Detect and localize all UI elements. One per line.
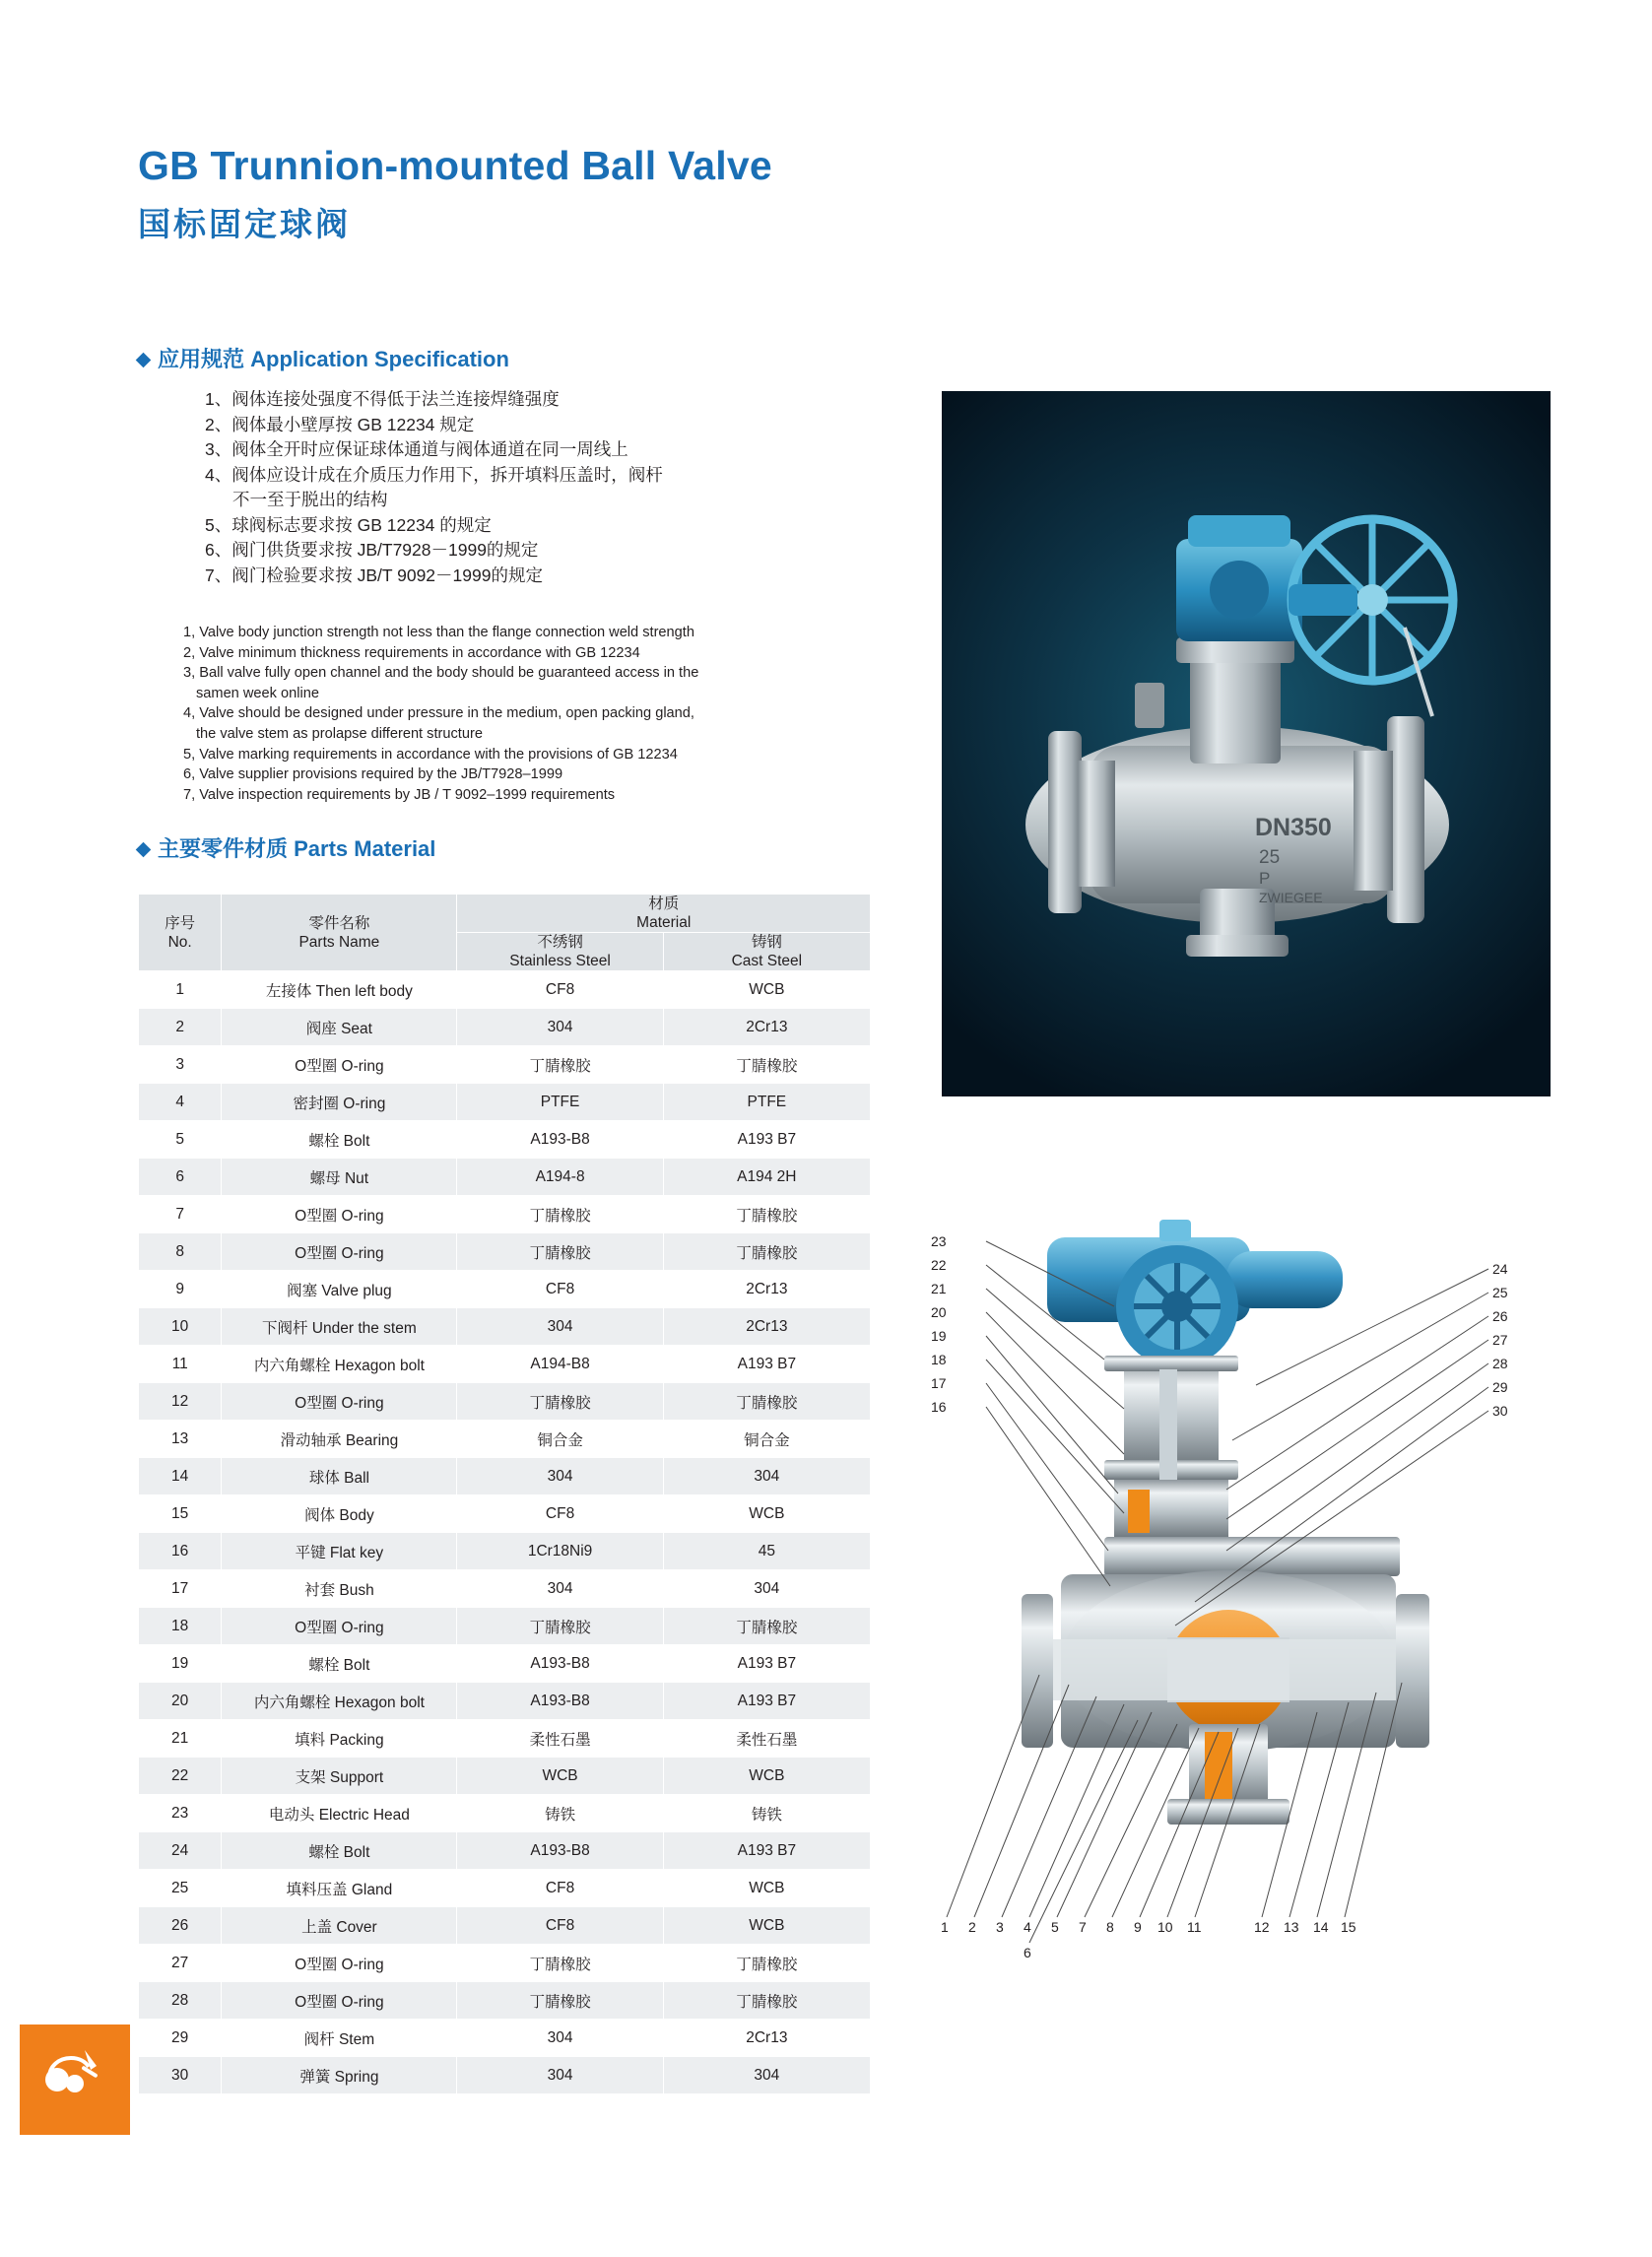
cell-no: 21 xyxy=(139,1720,222,1758)
cell-parts-name: 填料 Packing xyxy=(222,1720,457,1758)
page-title-cn: 国标固定球阀 xyxy=(138,206,351,242)
cell-stainless-steel: 1Cr18Ni9 xyxy=(457,1533,663,1570)
cell-stainless-steel: 304 xyxy=(457,1308,663,1346)
cell-parts-name: O型圈 O-ring xyxy=(222,1233,457,1271)
svg-text:25: 25 xyxy=(1259,847,1281,868)
cell-stainless-steel: 丁腈橡胶 xyxy=(457,1982,663,2020)
spec-list-cn xyxy=(205,387,835,588)
callout-bottom: 5 xyxy=(1051,1919,1059,1935)
callout-bottom: 10 xyxy=(1157,1919,1173,1935)
callout-left: 23 xyxy=(931,1233,947,1249)
cell-parts-name: 滑动轴承 Bearing xyxy=(222,1421,457,1458)
cell-parts-name: 填料压盖 Gland xyxy=(222,1870,457,1907)
cell-parts-name: 阀座 Seat xyxy=(222,1009,457,1046)
cell-cast-steel: 丁腈橡胶 xyxy=(663,1233,870,1271)
spec-en-item: 3, Ball valve fully open channel and the body should be guaranteed access in the xyxy=(183,665,699,682)
header-cs-cn: 铸钢 xyxy=(751,934,782,951)
callout-right: 25 xyxy=(1492,1285,1508,1300)
header-material xyxy=(457,895,871,933)
cell-no: 25 xyxy=(139,1870,222,1907)
cell-parts-name: 阀体 Body xyxy=(222,1495,457,1533)
cell-no: 14 xyxy=(139,1458,222,1495)
cell-parts-name: 平键 Flat key xyxy=(222,1533,457,1570)
header-name-cn: 零件名称 xyxy=(308,914,370,932)
header-name-en: Parts Name xyxy=(298,933,380,951)
cell-no: 29 xyxy=(139,2020,222,2057)
cell-no: 1 xyxy=(139,971,222,1009)
cell-stainless-steel: A193-B8 xyxy=(457,1121,663,1159)
table-row xyxy=(139,1084,871,1121)
callout-right: 29 xyxy=(1492,1379,1508,1395)
table-row xyxy=(139,2057,871,2094)
table-row xyxy=(139,1645,871,1683)
cell-cast-steel: 铜合金 xyxy=(663,1421,870,1458)
cell-stainless-steel: A193-B8 xyxy=(457,1645,663,1683)
footer-logo-badge xyxy=(20,2025,130,2135)
valve-photo-illustration xyxy=(942,391,1551,1096)
cell-stainless-steel: CF8 xyxy=(457,1495,663,1533)
cell-no: 3 xyxy=(139,1046,222,1084)
cell-parts-name: 下阀杆 Under the stem xyxy=(222,1308,457,1346)
cell-parts-name: 阀杆 Stem xyxy=(222,2020,457,2057)
header-no-en: No. xyxy=(167,933,192,951)
spec-en-item: 6, Valve supplier provisions required by the JB/T7928–1999 xyxy=(183,766,563,783)
cell-cast-steel: A193 B7 xyxy=(663,1832,870,1870)
table-row xyxy=(139,1271,871,1308)
table-row xyxy=(139,1870,871,1907)
cell-stainless-steel: 304 xyxy=(457,1458,663,1495)
cell-cast-steel: A193 B7 xyxy=(663,1346,870,1383)
table-row xyxy=(139,971,871,1009)
cell-no: 22 xyxy=(139,1758,222,1795)
header-cs-en: Cast Steel xyxy=(731,953,803,969)
cell-cast-steel: WCB xyxy=(663,1495,870,1533)
table-row xyxy=(139,1683,871,1720)
cell-cast-steel: WCB xyxy=(663,1758,870,1795)
spec-en-item: 1, Valve body junction strength not less than the flange connection weld strength xyxy=(183,625,694,640)
cell-cast-steel: PTFE xyxy=(663,1084,870,1121)
callout-right: 24 xyxy=(1492,1261,1508,1277)
cell-cast-steel: 丁腈橡胶 xyxy=(663,1945,870,1982)
callout-bottom: 1 xyxy=(941,1919,949,1935)
cell-no: 2 xyxy=(139,1009,222,1046)
page-title-en: GB Trunnion-mounted Ball Valve xyxy=(138,143,772,188)
cell-parts-name: O型圈 O-ring xyxy=(222,1046,457,1084)
table-row xyxy=(139,1346,871,1383)
cell-stainless-steel: CF8 xyxy=(457,971,663,1009)
cell-parts-name: O型圈 O-ring xyxy=(222,1383,457,1421)
cell-cast-steel: 304 xyxy=(663,2057,870,2094)
spec-en-item: 4, Valve should be designed under pressure in the medium, open packing gland, xyxy=(183,705,694,722)
callout-bottom: 3 xyxy=(996,1919,1004,1935)
svg-text:P: P xyxy=(1259,869,1271,888)
table-row xyxy=(139,1533,871,1570)
cell-parts-name: 球体 Ball xyxy=(222,1458,457,1495)
table-row xyxy=(139,2020,871,2057)
parts-material-table xyxy=(138,894,871,2094)
table-header xyxy=(139,895,871,971)
cell-no: 9 xyxy=(139,1271,222,1308)
table-row xyxy=(139,1458,871,1495)
cell-cast-steel: 丁腈橡胶 xyxy=(663,1982,870,2020)
table-row xyxy=(139,1720,871,1758)
cell-no: 13 xyxy=(139,1421,222,1458)
cell-parts-name: O型圈 O-ring xyxy=(222,1608,457,1645)
cell-stainless-steel: 丁腈橡胶 xyxy=(457,1046,663,1084)
cell-stainless-steel: A193-B8 xyxy=(457,1683,663,1720)
cell-no: 20 xyxy=(139,1683,222,1720)
cell-no: 12 xyxy=(139,1383,222,1421)
callout-left: 18 xyxy=(931,1352,947,1367)
header-ss-en: Stainless Steel xyxy=(509,953,611,969)
table-row xyxy=(139,1832,871,1870)
cell-cast-steel: WCB xyxy=(663,971,870,1009)
cell-no: 18 xyxy=(139,1608,222,1645)
cell-parts-name: 阀塞 Valve plug xyxy=(222,1271,457,1308)
diamond-bullet-icon xyxy=(136,353,152,368)
table-row xyxy=(139,1421,871,1458)
spec-en-item: 2, Valve minimum thickness requirements in accordance with GB 12234 xyxy=(183,644,640,661)
callout-bottom: 13 xyxy=(1284,1919,1299,1935)
cell-cast-steel: A194 2H xyxy=(663,1159,870,1196)
product-photo xyxy=(942,391,1551,1096)
callout-left: 21 xyxy=(931,1281,947,1296)
cell-no: 5 xyxy=(139,1121,222,1159)
header-parts-name xyxy=(222,895,457,971)
table-row xyxy=(139,1233,871,1271)
cell-stainless-steel: WCB xyxy=(457,1758,663,1795)
spec-cn-item: 2、阀体最小壁厚按 GB 12234 规定 xyxy=(205,414,475,434)
table-row xyxy=(139,1495,871,1533)
cell-parts-name: 内六角螺栓 Hexagon bolt xyxy=(222,1683,457,1720)
cell-cast-steel: 柔性石墨 xyxy=(663,1720,870,1758)
cell-parts-name: 上盖 Cover xyxy=(222,1907,457,1945)
callout-left: 20 xyxy=(931,1304,947,1320)
cell-parts-name: O型圈 O-ring xyxy=(222,1982,457,2020)
header-material-cn: 材质 xyxy=(648,896,680,912)
cell-stainless-steel: 丁腈橡胶 xyxy=(457,1945,663,1982)
cell-cast-steel: 丁腈橡胶 xyxy=(663,1608,870,1645)
cell-cast-steel: 2Cr13 xyxy=(663,1308,870,1346)
cell-stainless-steel: CF8 xyxy=(457,1271,663,1308)
spec-cn-item: 不一至于脱出的结构 xyxy=(232,490,388,509)
cell-parts-name: 螺栓 Bolt xyxy=(222,1645,457,1683)
cell-cast-steel: 2Cr13 xyxy=(663,2020,870,2057)
table-row xyxy=(139,1795,871,1832)
cell-no: 8 xyxy=(139,1233,222,1271)
callout-bottom: 6 xyxy=(1024,1945,1031,1960)
header-no xyxy=(139,895,222,971)
callout-bottom: 12 xyxy=(1254,1919,1270,1935)
callout-left: 19 xyxy=(931,1328,947,1344)
cell-stainless-steel: 丁腈橡胶 xyxy=(457,1608,663,1645)
spec-en-item: 7, Valve inspection requirements by JB / T 9092–1999 requirements xyxy=(183,786,616,803)
cell-no: 28 xyxy=(139,1982,222,2020)
cell-cast-steel: WCB xyxy=(663,1870,870,1907)
cell-stainless-steel: PTFE xyxy=(457,1084,663,1121)
callout-left: 17 xyxy=(931,1375,947,1391)
cell-cast-steel: 2Cr13 xyxy=(663,1009,870,1046)
cell-stainless-steel: 304 xyxy=(457,1570,663,1608)
cell-parts-name: 螺栓 Bolt xyxy=(222,1832,457,1870)
cell-no: 15 xyxy=(139,1495,222,1533)
cell-parts-name: 密封圈 O-ring xyxy=(222,1084,457,1121)
spec-en-item: samen week online xyxy=(196,685,319,701)
cell-cast-steel: 丁腈橡胶 xyxy=(663,1196,870,1233)
spec-list-en xyxy=(183,623,873,805)
cutaway-drawing xyxy=(931,1212,1542,1980)
diamond-bullet-icon xyxy=(136,842,152,858)
cell-parts-name: 左接体 Then left body xyxy=(222,971,457,1009)
cell-parts-name: 支架 Support xyxy=(222,1758,457,1795)
callout-bottom: 14 xyxy=(1313,1919,1329,1935)
spec-cn-item: 4、阀体应设计成在介质压力作用下，拆开填料压盖时，阀杆 xyxy=(205,464,663,485)
brand-mark-icon xyxy=(41,2044,106,2105)
cell-cast-steel: 304 xyxy=(663,1458,870,1495)
cell-cast-steel: A193 B7 xyxy=(663,1645,870,1683)
cell-cast-steel: 丁腈橡胶 xyxy=(663,1046,870,1084)
section-heading-parts xyxy=(138,832,435,863)
cell-no: 23 xyxy=(139,1795,222,1832)
cell-cast-steel: 铸铁 xyxy=(663,1795,870,1832)
cell-no: 17 xyxy=(139,1570,222,1608)
cell-parts-name: 电动头 Electric Head xyxy=(222,1795,457,1832)
table-row xyxy=(139,1608,871,1645)
table-row xyxy=(139,1308,871,1346)
cell-no: 19 xyxy=(139,1645,222,1683)
table-body xyxy=(139,971,871,2094)
spec-cn-item: 1、阀体连接处强度不得低于法兰连接焊缝强度 xyxy=(205,389,560,409)
section-heading-application-label: 应用规范 Application Specification xyxy=(158,347,509,371)
spec-cn-item: 3、阀体全开时应保证球体通道与阀体通道在同一周线上 xyxy=(205,439,628,459)
table-row xyxy=(139,1758,871,1795)
cell-no: 30 xyxy=(139,2057,222,2094)
cell-parts-name: O型圈 O-ring xyxy=(222,1945,457,1982)
svg-text:ZWIEGEE: ZWIEGEE xyxy=(1259,890,1323,905)
header-ss-cn: 不绣钢 xyxy=(537,934,583,951)
cell-stainless-steel: 丁腈橡胶 xyxy=(457,1196,663,1233)
callout-bottom: 8 xyxy=(1106,1919,1114,1935)
cell-parts-name: 螺母 Nut xyxy=(222,1159,457,1196)
cell-stainless-steel: A194-8 xyxy=(457,1159,663,1196)
table-row xyxy=(139,1945,871,1982)
callout-right: 26 xyxy=(1492,1308,1508,1324)
callout-bottom: 15 xyxy=(1341,1919,1356,1935)
cell-cast-steel: WCB xyxy=(663,1907,870,1945)
cell-no: 4 xyxy=(139,1084,222,1121)
cell-stainless-steel: A193-B8 xyxy=(457,1832,663,1870)
cell-parts-name: 螺栓 Bolt xyxy=(222,1121,457,1159)
cell-parts-name: 内六角螺栓 Hexagon bolt xyxy=(222,1346,457,1383)
cell-stainless-steel: 铜合金 xyxy=(457,1421,663,1458)
cell-stainless-steel: A194-B8 xyxy=(457,1346,663,1383)
cell-no: 11 xyxy=(139,1346,222,1383)
table-row xyxy=(139,1196,871,1233)
cell-no: 26 xyxy=(139,1907,222,1945)
cell-cast-steel: 304 xyxy=(663,1570,870,1608)
table-row xyxy=(139,1159,871,1196)
cell-cast-steel: 2Cr13 xyxy=(663,1271,870,1308)
cell-no: 6 xyxy=(139,1159,222,1196)
callout-labels xyxy=(931,1212,1542,1980)
table-row xyxy=(139,1009,871,1046)
table-row xyxy=(139,1570,871,1608)
cell-stainless-steel: 304 xyxy=(457,2020,663,2057)
cell-stainless-steel: 丁腈橡胶 xyxy=(457,1233,663,1271)
header-material-en: Material xyxy=(636,914,692,931)
header-no-cn: 序号 xyxy=(165,914,196,932)
cell-stainless-steel: CF8 xyxy=(457,1907,663,1945)
svg-text:DN350: DN350 xyxy=(1255,814,1332,841)
cell-stainless-steel: 304 xyxy=(457,1009,663,1046)
callout-bottom: 7 xyxy=(1079,1919,1087,1935)
cell-parts-name: 衬套 Bush xyxy=(222,1570,457,1608)
cell-no: 10 xyxy=(139,1308,222,1346)
callout-right: 27 xyxy=(1492,1332,1508,1348)
header-cast-steel xyxy=(663,933,870,971)
cell-no: 7 xyxy=(139,1196,222,1233)
spec-cn-item: 7、阀门检验要求按 JB/T 9092－1999的规定 xyxy=(205,564,543,585)
cell-cast-steel: 45 xyxy=(663,1533,870,1570)
callout-bottom: 4 xyxy=(1024,1919,1031,1935)
cell-parts-name: O型圈 O-ring xyxy=(222,1196,457,1233)
cell-parts-name: 弹簧 Spring xyxy=(222,2057,457,2094)
cell-cast-steel: 丁腈橡胶 xyxy=(663,1383,870,1421)
section-heading-parts-label: 主要零件材质 Parts Material xyxy=(158,836,436,861)
callout-bottom: 11 xyxy=(1187,1919,1202,1935)
cell-stainless-steel: 柔性石墨 xyxy=(457,1720,663,1758)
callout-left: 22 xyxy=(931,1257,947,1273)
table-row xyxy=(139,1907,871,1945)
header-stainless-steel xyxy=(457,933,663,971)
table-row xyxy=(139,1046,871,1084)
cell-no: 16 xyxy=(139,1533,222,1570)
table-row xyxy=(139,1121,871,1159)
callout-bottom: 2 xyxy=(968,1919,976,1935)
callout-bottom: 9 xyxy=(1134,1919,1142,1935)
cell-no: 27 xyxy=(139,1945,222,1982)
cell-cast-steel: A193 B7 xyxy=(663,1683,870,1720)
spec-cn-item: 5、球阀标志要求按 GB 12234 的规定 xyxy=(205,514,492,535)
spec-en-item: 5, Valve marking requirements in accordance with the provisions of GB 12234 xyxy=(183,746,678,763)
cell-stainless-steel: 304 xyxy=(457,2057,663,2094)
cell-no: 24 xyxy=(139,1832,222,1870)
cell-stainless-steel: 铸铁 xyxy=(457,1795,663,1832)
cell-stainless-steel: CF8 xyxy=(457,1870,663,1907)
cell-stainless-steel: 丁腈橡胶 xyxy=(457,1383,663,1421)
callout-right: 30 xyxy=(1492,1403,1508,1419)
spec-cn-item: 6、阀门供货要求按 JB/T7928－1999的规定 xyxy=(205,540,539,560)
table-row xyxy=(139,1982,871,2020)
table-row xyxy=(139,1383,871,1421)
section-heading-application xyxy=(138,343,509,373)
callout-right: 28 xyxy=(1492,1356,1508,1371)
callout-left: 16 xyxy=(931,1399,947,1415)
spec-en-item: the valve stem as prolapse different structure xyxy=(196,725,483,742)
cell-cast-steel: A193 B7 xyxy=(663,1121,870,1159)
